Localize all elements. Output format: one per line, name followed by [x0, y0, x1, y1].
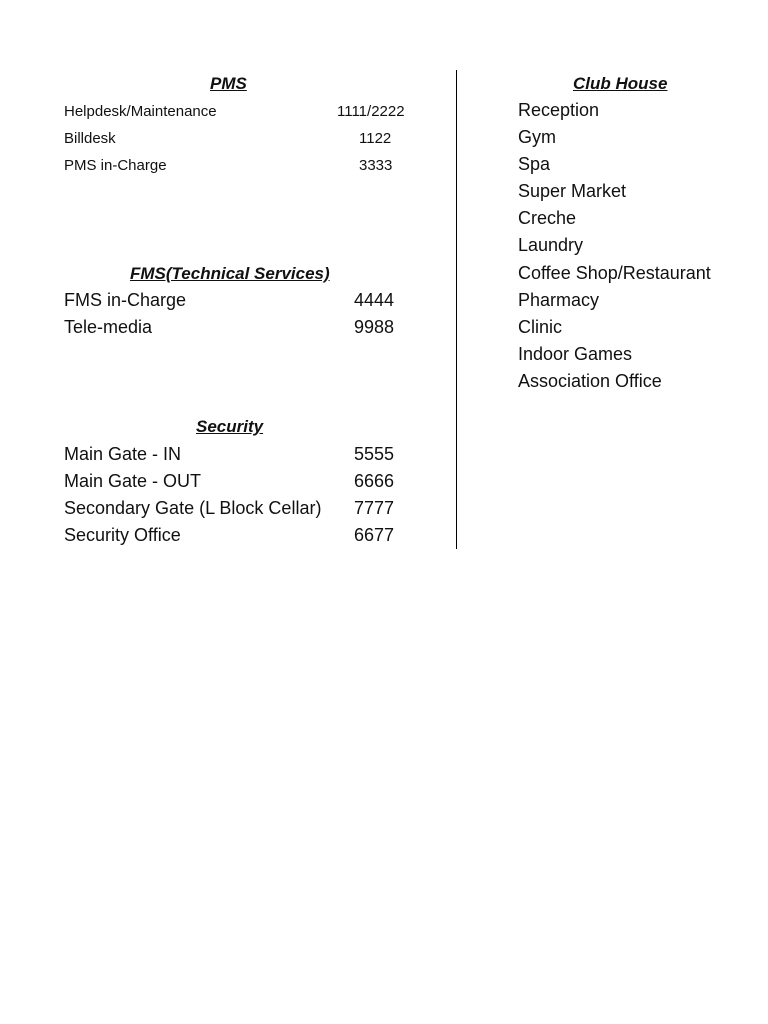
club-house-column	[518, 70, 711, 410]
fms-row-label: FMS in-Charge	[64, 290, 187, 310]
club-house-item: Creche	[518, 208, 577, 228]
security-row-label: Security Office	[64, 525, 181, 545]
pms-row-number: 1122	[359, 130, 392, 147]
fms-row-label: Tele-media	[64, 317, 153, 337]
security-row-label: Secondary Gate (L Block Cellar)	[64, 498, 322, 518]
security-row-label: Main Gate - IN	[64, 444, 182, 464]
club-house-item: Association Office	[518, 371, 662, 391]
club-house-item: Spa	[518, 154, 551, 174]
security-row-number: 5555	[354, 444, 395, 464]
column-divider	[456, 70, 457, 549]
security-row-label: Main Gate - OUT	[64, 471, 202, 491]
pms-row-label: Helpdesk/Maintenance	[64, 103, 217, 120]
club-house-heading: Club House	[573, 74, 668, 93]
security-row-number: 7777	[354, 498, 395, 518]
security-heading: Security	[196, 417, 264, 436]
club-house-item: Laundry	[518, 235, 584, 255]
club-house-item: Gym	[518, 127, 556, 147]
club-house-item: Coffee Shop/Restaurant	[518, 263, 711, 283]
pms-row-number: 1111/2222	[337, 103, 405, 120]
fms-row-number: 4444	[354, 290, 395, 310]
pms-row-number: 3333	[359, 157, 393, 174]
pms-heading: PMS	[210, 74, 247, 93]
pms-row-label: PMS in-Charge	[64, 157, 167, 174]
pms-row-label: Billdesk	[64, 130, 116, 147]
club-house-item: Super Market	[518, 181, 627, 201]
club-house-item: Indoor Games	[518, 344, 633, 364]
fms-heading: FMS(Technical Services)	[130, 264, 330, 283]
fms-row-number: 9988	[354, 317, 395, 337]
security-row-number: 6666	[354, 471, 395, 491]
security-row-number: 6677	[354, 525, 395, 545]
club-house-item: Clinic	[518, 317, 563, 337]
club-house-item: Reception	[518, 100, 600, 120]
club-house-item: Pharmacy	[518, 290, 600, 310]
